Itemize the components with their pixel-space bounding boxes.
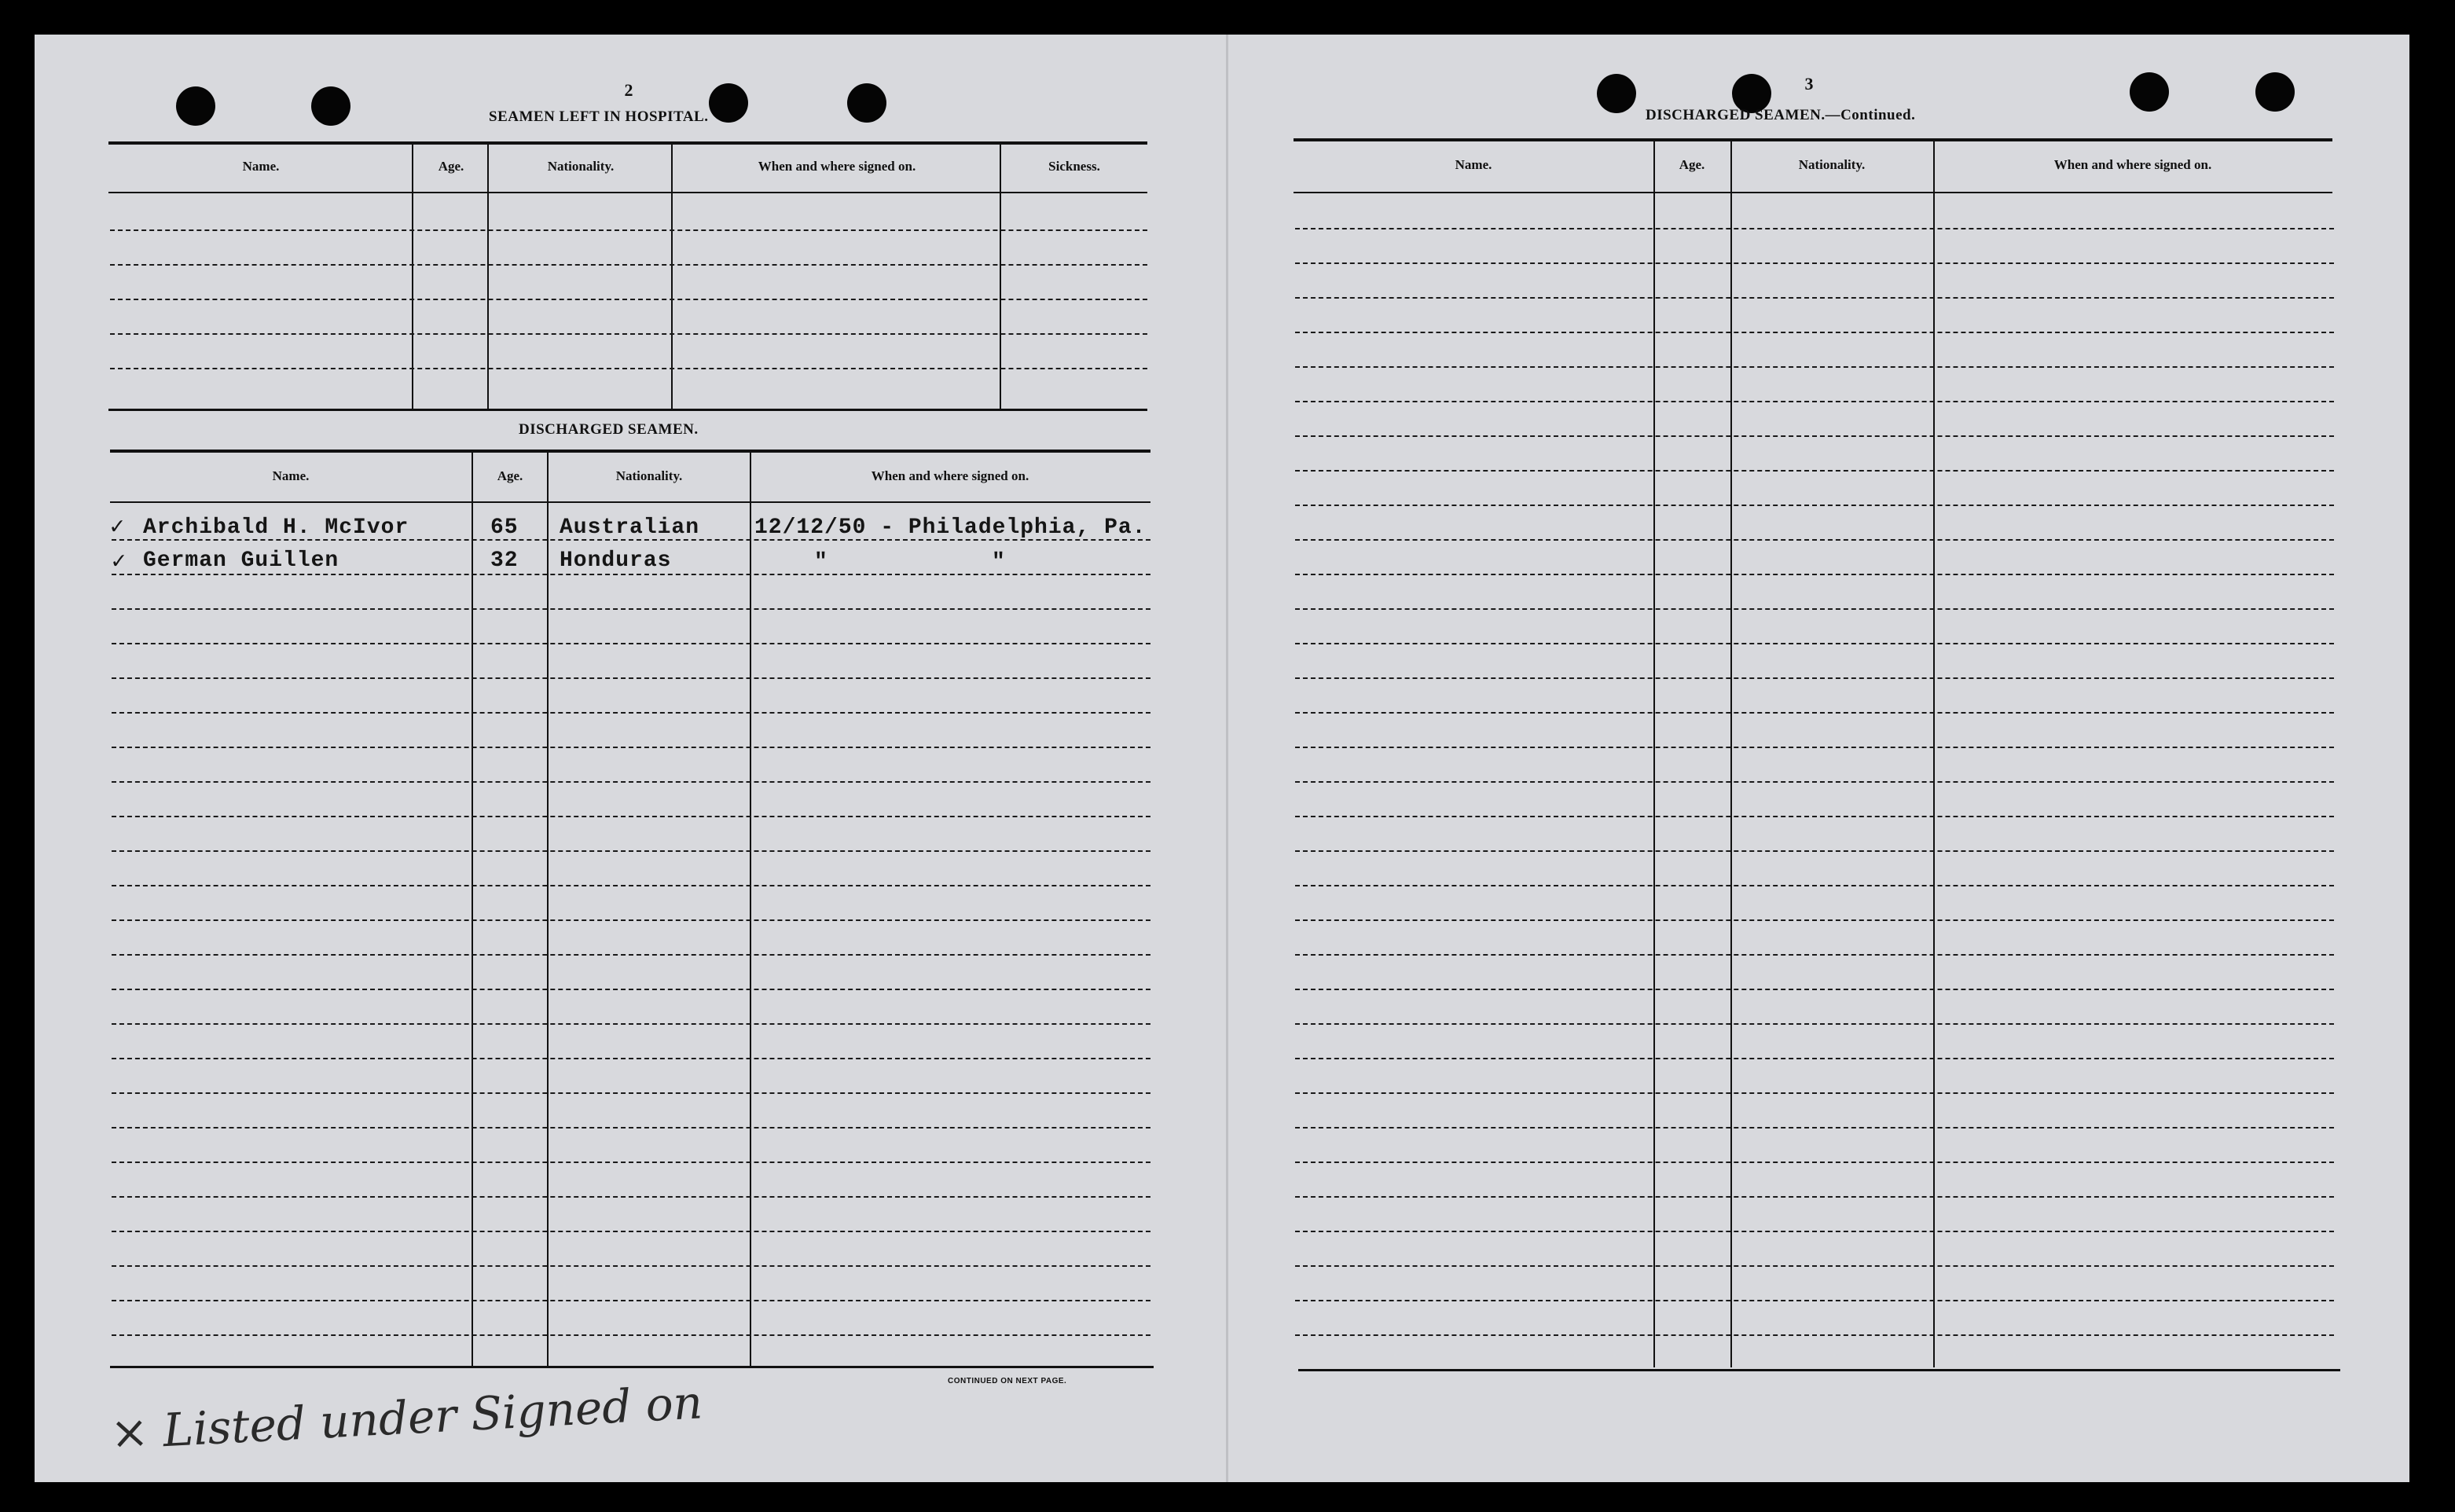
entry-mark: ✓: [112, 549, 127, 576]
discharged-table-top-rule: [110, 450, 1150, 453]
punch-hole: [2255, 72, 2295, 112]
ruled-line: [1295, 989, 2334, 990]
entry-name: Archibald H. McIvor: [143, 516, 409, 540]
right-table-bottom-rule: [1298, 1369, 2340, 1371]
ruled-line: [1295, 1162, 2334, 1163]
discharged-header-nationality: Nationality.: [615, 468, 683, 483]
ruled-line: [110, 299, 1147, 300]
ruled-line: [1295, 1265, 2334, 1267]
ruled-line: [1295, 643, 2334, 644]
ruled-line: [112, 1300, 1150, 1301]
ruled-line: [112, 816, 1150, 817]
hospital-header-nationality: Nationality.: [547, 159, 615, 174]
ruled-line: [1295, 1334, 2334, 1336]
entry-age: 65: [490, 516, 519, 540]
ruled-line: [1295, 712, 2334, 714]
discharged-table-bottom-rule: [110, 1366, 1154, 1368]
ruled-line: [1295, 816, 2334, 817]
entry-signed-on: 12/12/50 - Philadelphia, Pa.: [754, 516, 1147, 540]
ruled-line: [1295, 1231, 2334, 1232]
right-section-title: DISCHARGED SEAMEN.—Continued.: [1646, 107, 1916, 123]
entry-nationality: Australian: [560, 516, 700, 540]
ruled-line: [1295, 574, 2334, 575]
punch-hole: [709, 83, 748, 123]
hospital-header-signed-on: When and where signed on.: [758, 159, 916, 174]
ruled-line: [112, 1023, 1150, 1025]
discharged-header-signed-on: When and where signed on.: [871, 468, 1029, 483]
ruled-line: [112, 1196, 1150, 1198]
ruled-line: [112, 850, 1150, 852]
ruled-line: [112, 1231, 1150, 1232]
hospital-col-divider: [1000, 145, 1001, 410]
hospital-col-divider: [487, 145, 489, 410]
hospital-col-divider: [412, 145, 413, 410]
ruled-line: [1295, 1300, 2334, 1301]
discharged-header-rule: [110, 501, 1150, 503]
ruled-line: [1295, 919, 2334, 921]
punch-hole: [1597, 74, 1636, 113]
ruled-line: [112, 643, 1150, 644]
ruled-line: [1295, 1092, 2334, 1094]
ruled-line: [1295, 747, 2334, 748]
ruled-line: [1295, 1127, 2334, 1128]
right-header-name: Name.: [1455, 157, 1492, 172]
entry-age: 32: [490, 549, 519, 573]
right-header-nationality: Nationality.: [1798, 157, 1866, 172]
ruled-line: [1295, 677, 2334, 679]
right-page-number: 3: [1804, 74, 1814, 94]
right-header-age: Age.: [1679, 157, 1705, 172]
right-table-top-rule: [1294, 138, 2332, 141]
ruled-line: [1295, 332, 2334, 333]
ruled-line: [112, 1092, 1150, 1094]
page-fold: [1226, 35, 1228, 1482]
ruled-line: [112, 954, 1150, 956]
right-col-divider: [1730, 141, 1732, 1367]
ruled-line: [1295, 262, 2334, 264]
ruled-line: [1295, 781, 2334, 783]
ruled-line: [110, 368, 1147, 369]
hospital-section-title: SEAMEN LEFT IN HOSPITAL.: [489, 108, 709, 125]
punch-hole: [2130, 72, 2169, 112]
handwritten-note: × Listed under Signed on: [108, 1375, 704, 1460]
ruled-line: [1295, 1058, 2334, 1059]
ruled-line: [110, 333, 1147, 335]
ruled-line: [110, 264, 1147, 266]
hospital-header-name: Name.: [242, 159, 280, 174]
ruled-line: [112, 1265, 1150, 1267]
hospital-header-rule: [108, 192, 1147, 193]
ruled-line: [112, 677, 1150, 679]
ruled-line: [112, 712, 1150, 714]
right-col-divider: [1653, 141, 1655, 1367]
ruled-line: [112, 608, 1150, 610]
ruled-line: [112, 1162, 1150, 1163]
entry-signed-on-date-ditto: ": [814, 550, 828, 574]
entry-signed-on-place-ditto: ": [992, 550, 1006, 574]
right-col-divider: [1933, 141, 1935, 1367]
ruled-line: [1295, 366, 2334, 368]
left-page-number: 2: [624, 80, 633, 100]
hospital-col-divider: [671, 145, 673, 410]
right-header-signed-on: When and where signed on.: [2053, 157, 2212, 172]
ruled-line: [1295, 228, 2334, 229]
ruled-line: [1295, 297, 2334, 299]
hospital-header-age: Age.: [438, 159, 464, 174]
ruled-line: [112, 919, 1150, 921]
punch-hole: [847, 83, 886, 123]
discharged-header-age: Age.: [497, 468, 523, 483]
ruled-line: [1295, 539, 2334, 541]
hospital-table-bottom-rule: [108, 409, 1147, 411]
ruled-line: [112, 1058, 1150, 1059]
entry-mark: ✓: [110, 515, 126, 541]
ruled-line: [1295, 885, 2334, 886]
ruled-line: [112, 1127, 1150, 1128]
entry-nationality: Honduras: [560, 549, 672, 573]
continued-note: CONTINUED ON NEXT PAGE.: [948, 1377, 1067, 1385]
ruled-line: [112, 885, 1150, 886]
ruled-line: [1295, 1023, 2334, 1025]
right-header-rule: [1294, 192, 2332, 193]
ruled-line: [1295, 470, 2334, 472]
ruled-line: [112, 1334, 1150, 1336]
discharged-header-name: Name.: [272, 468, 310, 483]
ruled-line: [112, 989, 1150, 990]
ruled-line: [1295, 954, 2334, 956]
ruled-line: [112, 781, 1150, 783]
ruled-line: [1295, 1196, 2334, 1198]
discharged-section-title: DISCHARGED SEAMEN.: [519, 421, 699, 438]
ruled-line: [110, 229, 1147, 231]
entry-name: German Guillen: [143, 549, 339, 573]
punch-hole: [311, 86, 350, 126]
ruled-line: [1295, 850, 2334, 852]
ruled-line: [1295, 435, 2334, 437]
ruled-line: [112, 747, 1150, 748]
ruled-line: [1295, 505, 2334, 506]
ruled-line: [1295, 401, 2334, 402]
ruled-line: [1295, 608, 2334, 610]
hospital-header-sickness: Sickness.: [1048, 159, 1100, 174]
hospital-table-top-rule: [108, 141, 1147, 145]
punch-hole: [176, 86, 215, 126]
